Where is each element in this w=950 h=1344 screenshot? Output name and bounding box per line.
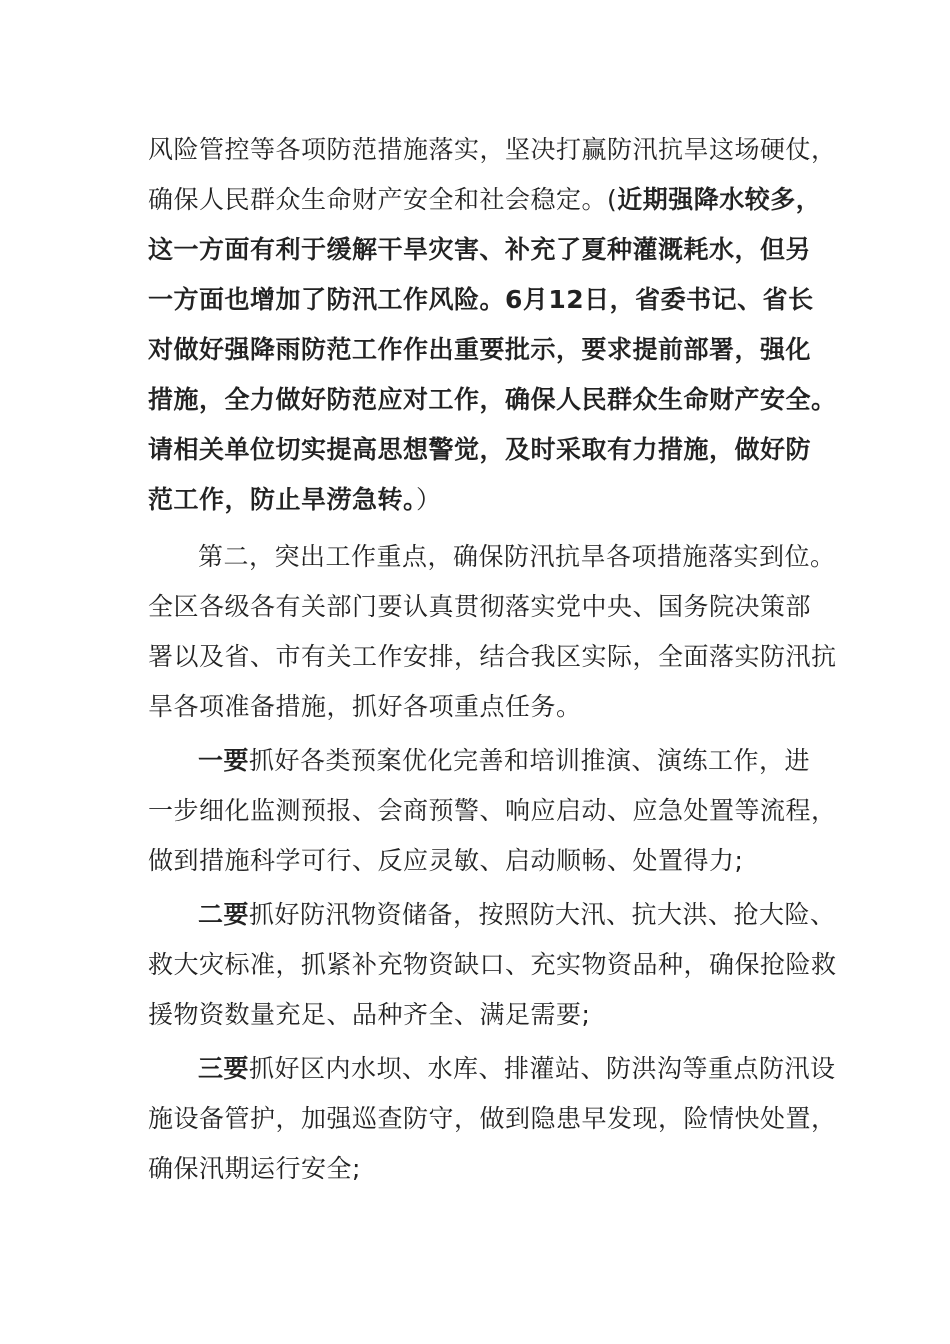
item-label: 一要 — [198, 746, 250, 775]
body-text: 署以及省、市有关工作安排，结合我区实际，全面落实防汛抗 — [148, 642, 837, 671]
intro-text: 确保人民群众生命财产安全和社会稳定。( — [148, 185, 618, 214]
item3-line-3 — [148, 1154, 808, 1184]
body-text: 援物资数量充足、品种齐全、满足需要; — [148, 1000, 591, 1029]
intro-text: ） — [416, 485, 442, 514]
intro-note-bold: 范工作，防止旱涝急转。 — [148, 485, 417, 514]
item2-line-1 — [198, 900, 836, 930]
intro-line-7 — [148, 435, 812, 465]
body-text: 做到措施科学可行、反应灵敏、启动顺畅、处置得力; — [148, 846, 744, 875]
body-text: 抓好各类预案优化完善和培训推演、演练工作，进 — [249, 746, 811, 775]
intro-note-bold: 措施，全力做好防范应对工作，确保人民群众生命财产安全。 — [148, 385, 837, 414]
item1-line-2 — [148, 796, 837, 826]
intro-text: 风险管控等各项防范措施落实，坚决打赢防汛抗旱这场硬仗， — [148, 135, 837, 164]
item1-line-1 — [198, 746, 811, 776]
intro-line-4 — [148, 285, 814, 315]
intro-line-3 — [148, 235, 812, 265]
intro-line-2 — [148, 185, 822, 215]
intro-line-1 — [148, 135, 837, 165]
intro-line-5 — [148, 335, 812, 365]
item3-line-1 — [198, 1054, 836, 1084]
intro-note-bold: 对做好强降雨防范工作作出重要批示，要求提前部署，强化 — [148, 335, 812, 364]
body-text: 旱各项准备措施，抓好各项重点任务。 — [148, 692, 582, 721]
section2-heading — [198, 542, 836, 572]
section-heading: 第二，突出工作重点，确保防汛抗旱各项措施落实到位。 — [198, 542, 836, 571]
intro-line-8 — [148, 485, 808, 515]
body-text: 确保汛期运行安全; — [148, 1154, 361, 1183]
item2-line-3 — [148, 1000, 808, 1030]
body-text: 救大灾标准，抓紧补充物资缺口、充实物资品种，确保抢险救 — [148, 950, 837, 979]
item1-line-3 — [148, 846, 808, 876]
body-text: 全区各级各有关部门要认真贯彻落实党中央、国务院决策部 — [148, 592, 812, 621]
intro-note-bold: 请相关单位切实提高思想警觉，及时采取有力措施，做好防 — [148, 435, 812, 464]
body-text: 一步细化监测预报、会商预警、响应启动、应急处置等流程， — [148, 796, 837, 825]
item-label: 二要 — [198, 900, 250, 929]
section2-line-3 — [148, 692, 808, 722]
section2-line-2 — [148, 642, 837, 672]
intro-line-6 — [148, 385, 837, 415]
section2-line-1 — [148, 592, 812, 622]
item-label: 三要 — [198, 1054, 250, 1083]
body-text: 抓好防汛物资储备，按照防大汛、抗大洪、抢大险、 — [249, 900, 836, 929]
body-text: 施设备管护，加强巡查防守，做到隐患早发现，险情快处置， — [148, 1104, 837, 1133]
intro-note-bold: 近期强降水较多， — [617, 185, 822, 214]
body-text: 抓好区内水坝、水库、排灌站、防洪沟等重点防汛设 — [249, 1054, 836, 1083]
item2-line-2 — [148, 950, 837, 980]
item3-line-2 — [148, 1104, 837, 1134]
intro-note-bold: 这一方面有利于缓解干旱灾害、补充了夏种灌溉耗水，但另 — [148, 235, 812, 264]
intro-note-bold: 一方面也增加了防汛工作风险。6月12日，省委书记、省长 — [148, 285, 814, 314]
